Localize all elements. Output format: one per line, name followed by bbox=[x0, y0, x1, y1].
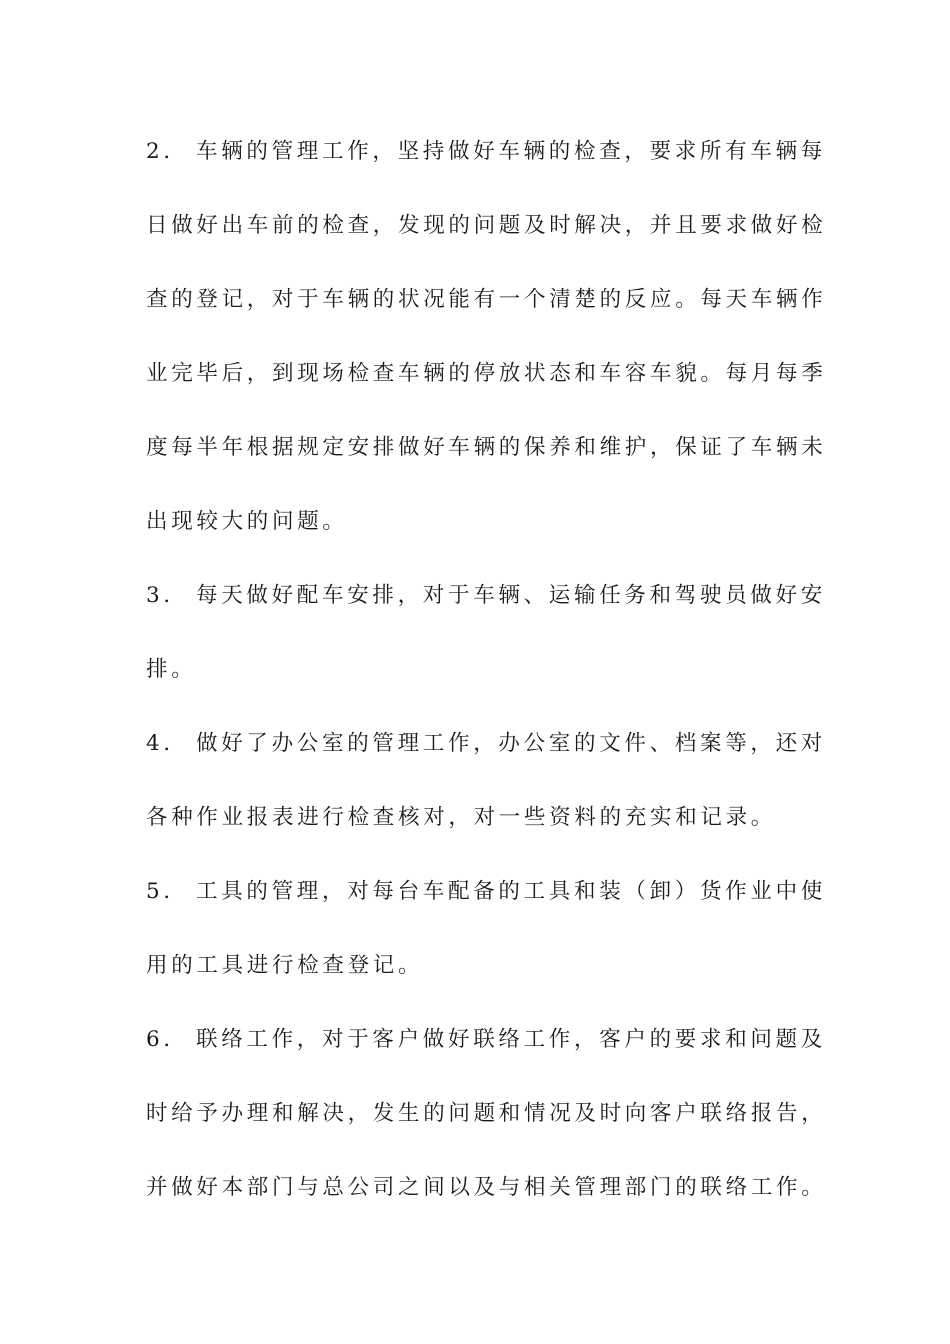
paragraph-6-line-3: 并做好本部门与总公司之间以及与相关管理部门的联络工作。 bbox=[146, 1175, 826, 1200]
paragraph-3-line-2: 排。 bbox=[146, 657, 197, 682]
paragraph-2-line-2: 日做好出车前的检查，发现的问题及时解决，并且要求做好检 bbox=[146, 213, 826, 238]
paragraph-6-line-2: 时给予办理和解决，发生的问题和情况及时向客户联络报告， bbox=[146, 1101, 826, 1126]
paragraph-2-line-1 bbox=[146, 132, 826, 172]
paragraph-2-line-5: 度每半年根据规定安排做好车辆的保养和维护，保证了车辆未 bbox=[146, 435, 826, 460]
paragraph-5-line-1 bbox=[146, 872, 826, 912]
paragraph-6-text: 联络工作，对于客户做好联络工作，客户的要求和问题及 bbox=[196, 1027, 826, 1052]
paragraph-3-text: 每天做好配车安排，对于车辆、运输任务和驾驶员做好安 bbox=[196, 583, 826, 608]
paragraph-6-number: 6． bbox=[146, 1027, 189, 1052]
paragraph-5-text: 工具的管理，对每台车配备的工具和装（卸）货作业中使 bbox=[196, 879, 826, 904]
paragraph-6-line-1 bbox=[146, 1020, 826, 1060]
paragraph-4-line-1 bbox=[146, 724, 826, 764]
paragraph-5-number: 5． bbox=[146, 879, 189, 904]
paragraph-4-text: 做好了办公室的管理工作，办公室的文件、档案等，还对 bbox=[196, 731, 826, 756]
paragraph-2-line-4: 业完毕后，到现场检查车辆的停放状态和车容车貌。每月每季 bbox=[146, 361, 826, 386]
paragraph-3-line-1 bbox=[146, 576, 826, 616]
paragraph-2-line-6: 出现较大的问题。 bbox=[146, 509, 348, 534]
paragraph-4-number: 4． bbox=[146, 731, 189, 756]
paragraph-2-number: 2． bbox=[146, 139, 189, 164]
paragraph-2-text: 车辆的管理工作，坚持做好车辆的检查，要求所有车辆每 bbox=[196, 139, 826, 164]
paragraph-2-line-3: 查的登记，对于车辆的状况能有一个清楚的反应。每天车辆作 bbox=[146, 287, 826, 312]
paragraph-5-line-2: 用的工具进行检查登记。 bbox=[146, 953, 424, 978]
paragraph-4-line-2: 各种作业报表进行检查核对，对一些资料的充实和记录。 bbox=[146, 805, 777, 830]
paragraph-3-number: 3． bbox=[146, 583, 189, 608]
